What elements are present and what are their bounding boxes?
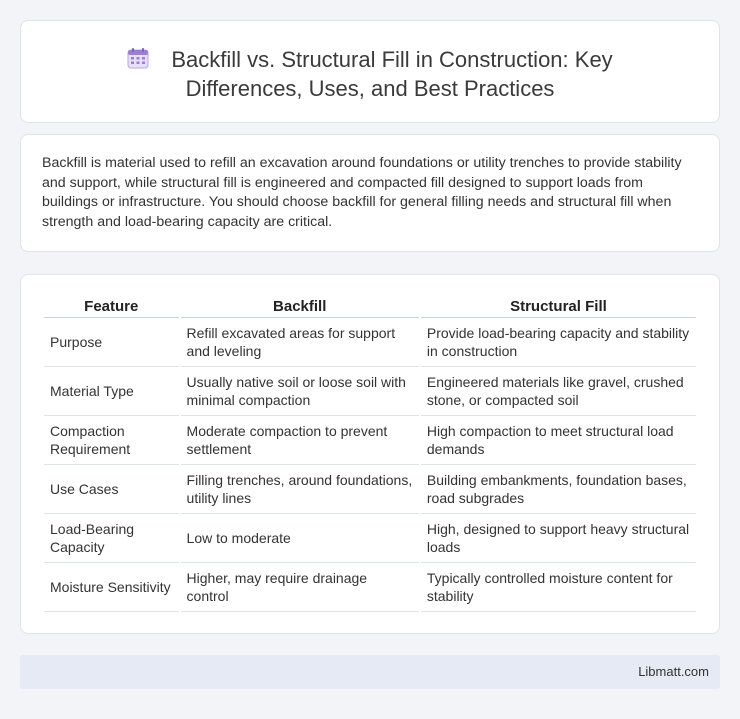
- backfill-cell: Higher, may require drainage control: [181, 563, 419, 612]
- intro-paragraph: Backfill is material used to refill an excavation around foundations or utility trenches to provide stability and support, while structural fill is engineered and compacted fill designed to support loads from buildings or infrastructure. You should choose backfill for general filling needs and structural fill when strength and load-bearing capacity are critical.: [42, 155, 682, 230]
- header-backfill: Backfill: [181, 296, 419, 318]
- comparison-table: [42, 296, 698, 612]
- structural-fill-cell: Typically controlled moisture content for stability: [421, 563, 696, 612]
- table-row: [44, 416, 696, 465]
- backfill-cell: Refill excavated areas for support and leveling: [181, 318, 419, 367]
- table-row: [44, 563, 696, 612]
- feature-cell: Moisture Sensitivity: [44, 563, 179, 612]
- structural-fill-cell: High, designed to support heavy structural loads: [421, 514, 696, 563]
- backfill-cell: Usually native soil or loose soil with minimal compaction: [181, 367, 419, 416]
- page-title-block: [21, 45, 719, 103]
- structural-fill-cell: Provide load-bearing capacity and stability in construction: [421, 318, 696, 367]
- table-row: [44, 367, 696, 416]
- feature-cell: Use Cases: [44, 465, 179, 514]
- footer-bar: [20, 655, 720, 689]
- backfill-cell: Low to moderate: [181, 514, 419, 563]
- feature-cell: Load-Bearing Capacity: [44, 514, 179, 563]
- title-card: [20, 20, 720, 123]
- calendar-icon: [127, 47, 149, 69]
- structural-fill-cell: High compaction to meet structural load demands: [421, 416, 696, 465]
- header-structural-fill: Structural Fill: [421, 296, 696, 318]
- page-title: Backfill vs. Structural Fill in Construction: Key Differences, Uses, and Best Practices: [171, 47, 613, 101]
- feature-cell: Material Type: [44, 367, 179, 416]
- feature-cell: Compaction Requirement: [44, 416, 179, 465]
- structural-fill-cell: Engineered materials like gravel, crushed stone, or compacted soil: [421, 367, 696, 416]
- comparison-card: [20, 274, 720, 634]
- backfill-cell: Filling trenches, around foundations, utility lines: [181, 465, 419, 514]
- header-feature: Feature: [44, 296, 179, 318]
- table-row: [44, 514, 696, 563]
- structural-fill-cell: Building embankments, foundation bases, road subgrades: [421, 465, 696, 514]
- feature-cell: Purpose: [44, 318, 179, 367]
- footer-brand-link[interactable]: Libmatt.com: [638, 664, 709, 679]
- backfill-cell: Moderate compaction to prevent settlement: [181, 416, 419, 465]
- table-header-row: [44, 296, 696, 318]
- table-row: [44, 318, 696, 367]
- intro-card: [20, 134, 720, 252]
- table-row: [44, 465, 696, 514]
